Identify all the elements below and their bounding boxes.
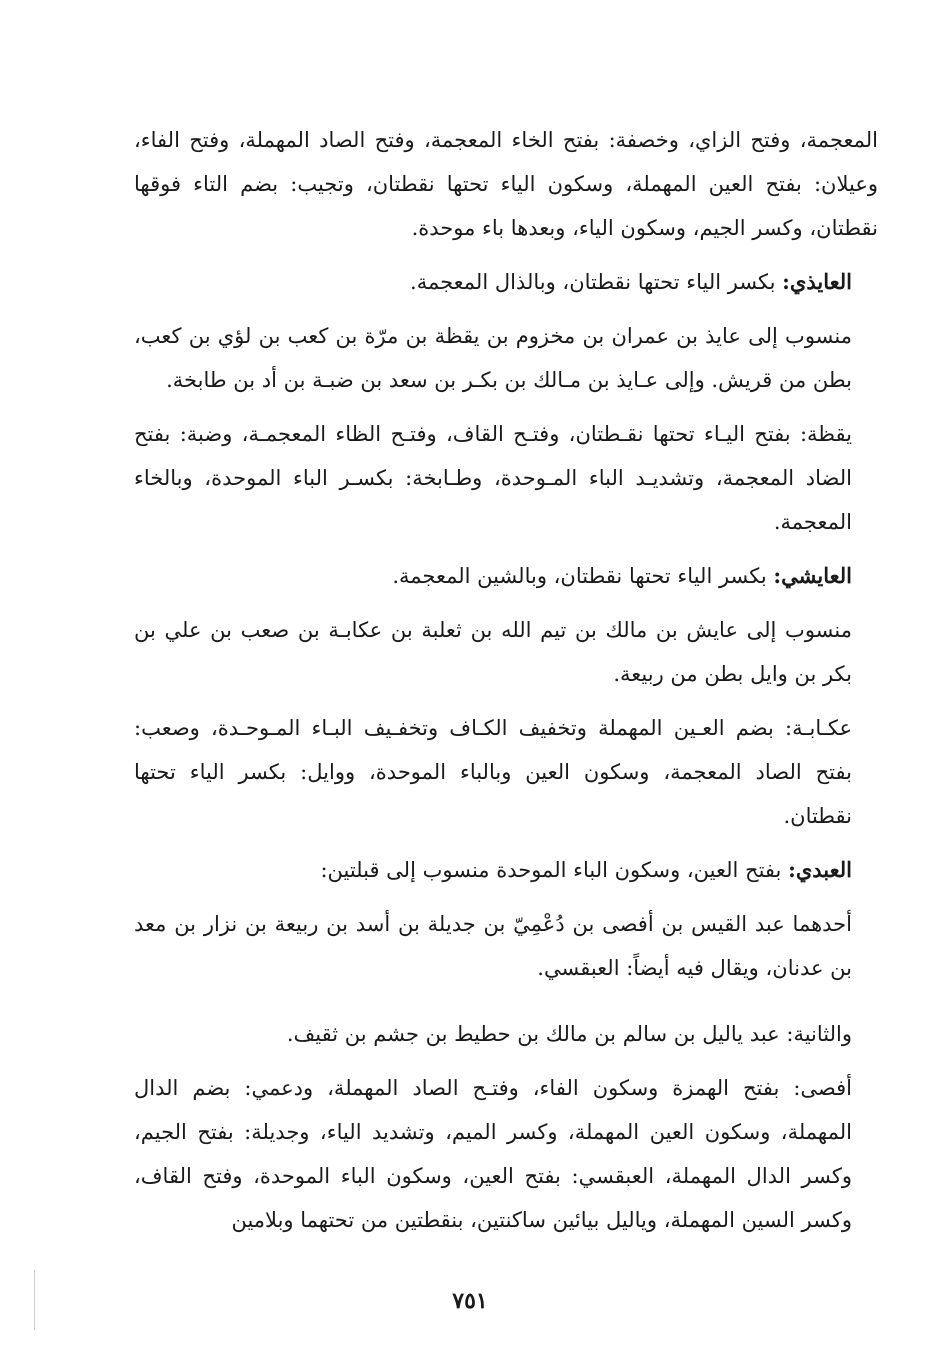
paragraph-3 [134,314,878,402]
paragraph-text: منسوب إلى عايش بن مالك بن تيم الله بن ثعلبة بن عكابـة بن صعب بن علي بن بكر بن وايل بطن من ربيعة. [134,618,852,686]
paragraph-10 [134,1012,878,1056]
paragraph-text: المعجمة، وفتح الزاي، وخصفة: بفتح الخاء المعجمة، وفتح الصاد المهملة، وفتح الفاء، وعيلان: بفتح العين المهملة، وسكون الياء تحتها نقطتان، وتجيب: بضم التاء فوقها نقطتان، وكسر الجيم، وسكون الياء، وبعدها باء موحدة. [134,128,878,240]
page-number: ٧٥١ [452,1288,488,1314]
paragraph-text: يقظة: بفتح اليـاء تحتها نقـطتان، وفتـح القاف، وفتـح الظاء المعجمـة، وضبة: بفتح الضاد المعجمة، وتشديـد الباء المـوحدة، وطـابخة: بكسـر الباء الموحدة، وبالخاء المعجمة. [134,422,852,534]
paragraph-text: بفتح العين، وسكون الباء الموحدة منسوب إلى قبلتين: [320,858,789,882]
entry-term: العايشي: [773,563,852,588]
paragraph-5 [134,554,878,598]
paragraph-2 [134,260,878,304]
paragraph-8 [134,848,878,892]
paragraph-text: والثانية: عبد ياليل بن سالم بن مالك بن حطيط بن جشم بن ثقيف. [286,1022,852,1046]
paragraph-text: بكسر الياء تحتها نقطتان، وبالذال المعجمة. [410,270,783,294]
page-body-text [134,118,878,1252]
paragraph-text: أحدهما عبد القيس بن أفصى بن دُعْمِيّ بن جديلة بن أسد بن ربيعة بن نزار بن معد بن عدنان، ويقال فيه أيضاً: العبقسي. [134,912,852,980]
paragraph-9 [134,902,878,990]
paragraph-text: منسوب إلى عايذ بن عمران بن مخزوم بن يقظة بن مرّة بن كعب بن لؤي بن كعب، بطن من قريش. وإلى عـايذ بن مـالك بن بكـر بن سعد بن ضبـة بن أد بن طابخة. [134,324,852,392]
paragraph-text: بكسر الياء تحتها نقطتان، وبالشين المعجمة. [392,564,774,588]
entry-term: العبدي: [788,857,852,882]
entry-term: العايذي: [782,269,852,294]
paragraph-text: عكـابـة: بضم العـين المهملة وتخفيف الكـاف وتخفـيف البـاء المـوحـدة، وصعب: بفتح الصاد المعجمة، وسكون العين وبالباء الموحدة، ووايل: بكسر الياء تحتها نقطتان. [134,716,852,828]
paragraph-text: أفصى: بفتح الهمزة وسكون الفاء، وفتـح الصاد المهملة، ودعمي: بضم الدال المهملة، وسكون العين المهملة، وكسر الميم، وتشديد الياء، وجديلة: بفتح الجيم، وكسر الدال المهملة، العبقسي: بفتح العين، وسكون الباء الموحدة، وفتح القاف، وكسر السين المهملة، وياليل بيائين ساكنتين، بنقطتين من تحتهما وبلامين [134,1076,852,1232]
paragraph-1 [134,118,878,250]
paragraph-6 [134,608,878,696]
paragraph-11 [134,1066,878,1242]
scan-edge-mark [34,1270,35,1330]
paragraph-4 [134,412,878,544]
paragraph-7 [134,706,878,838]
